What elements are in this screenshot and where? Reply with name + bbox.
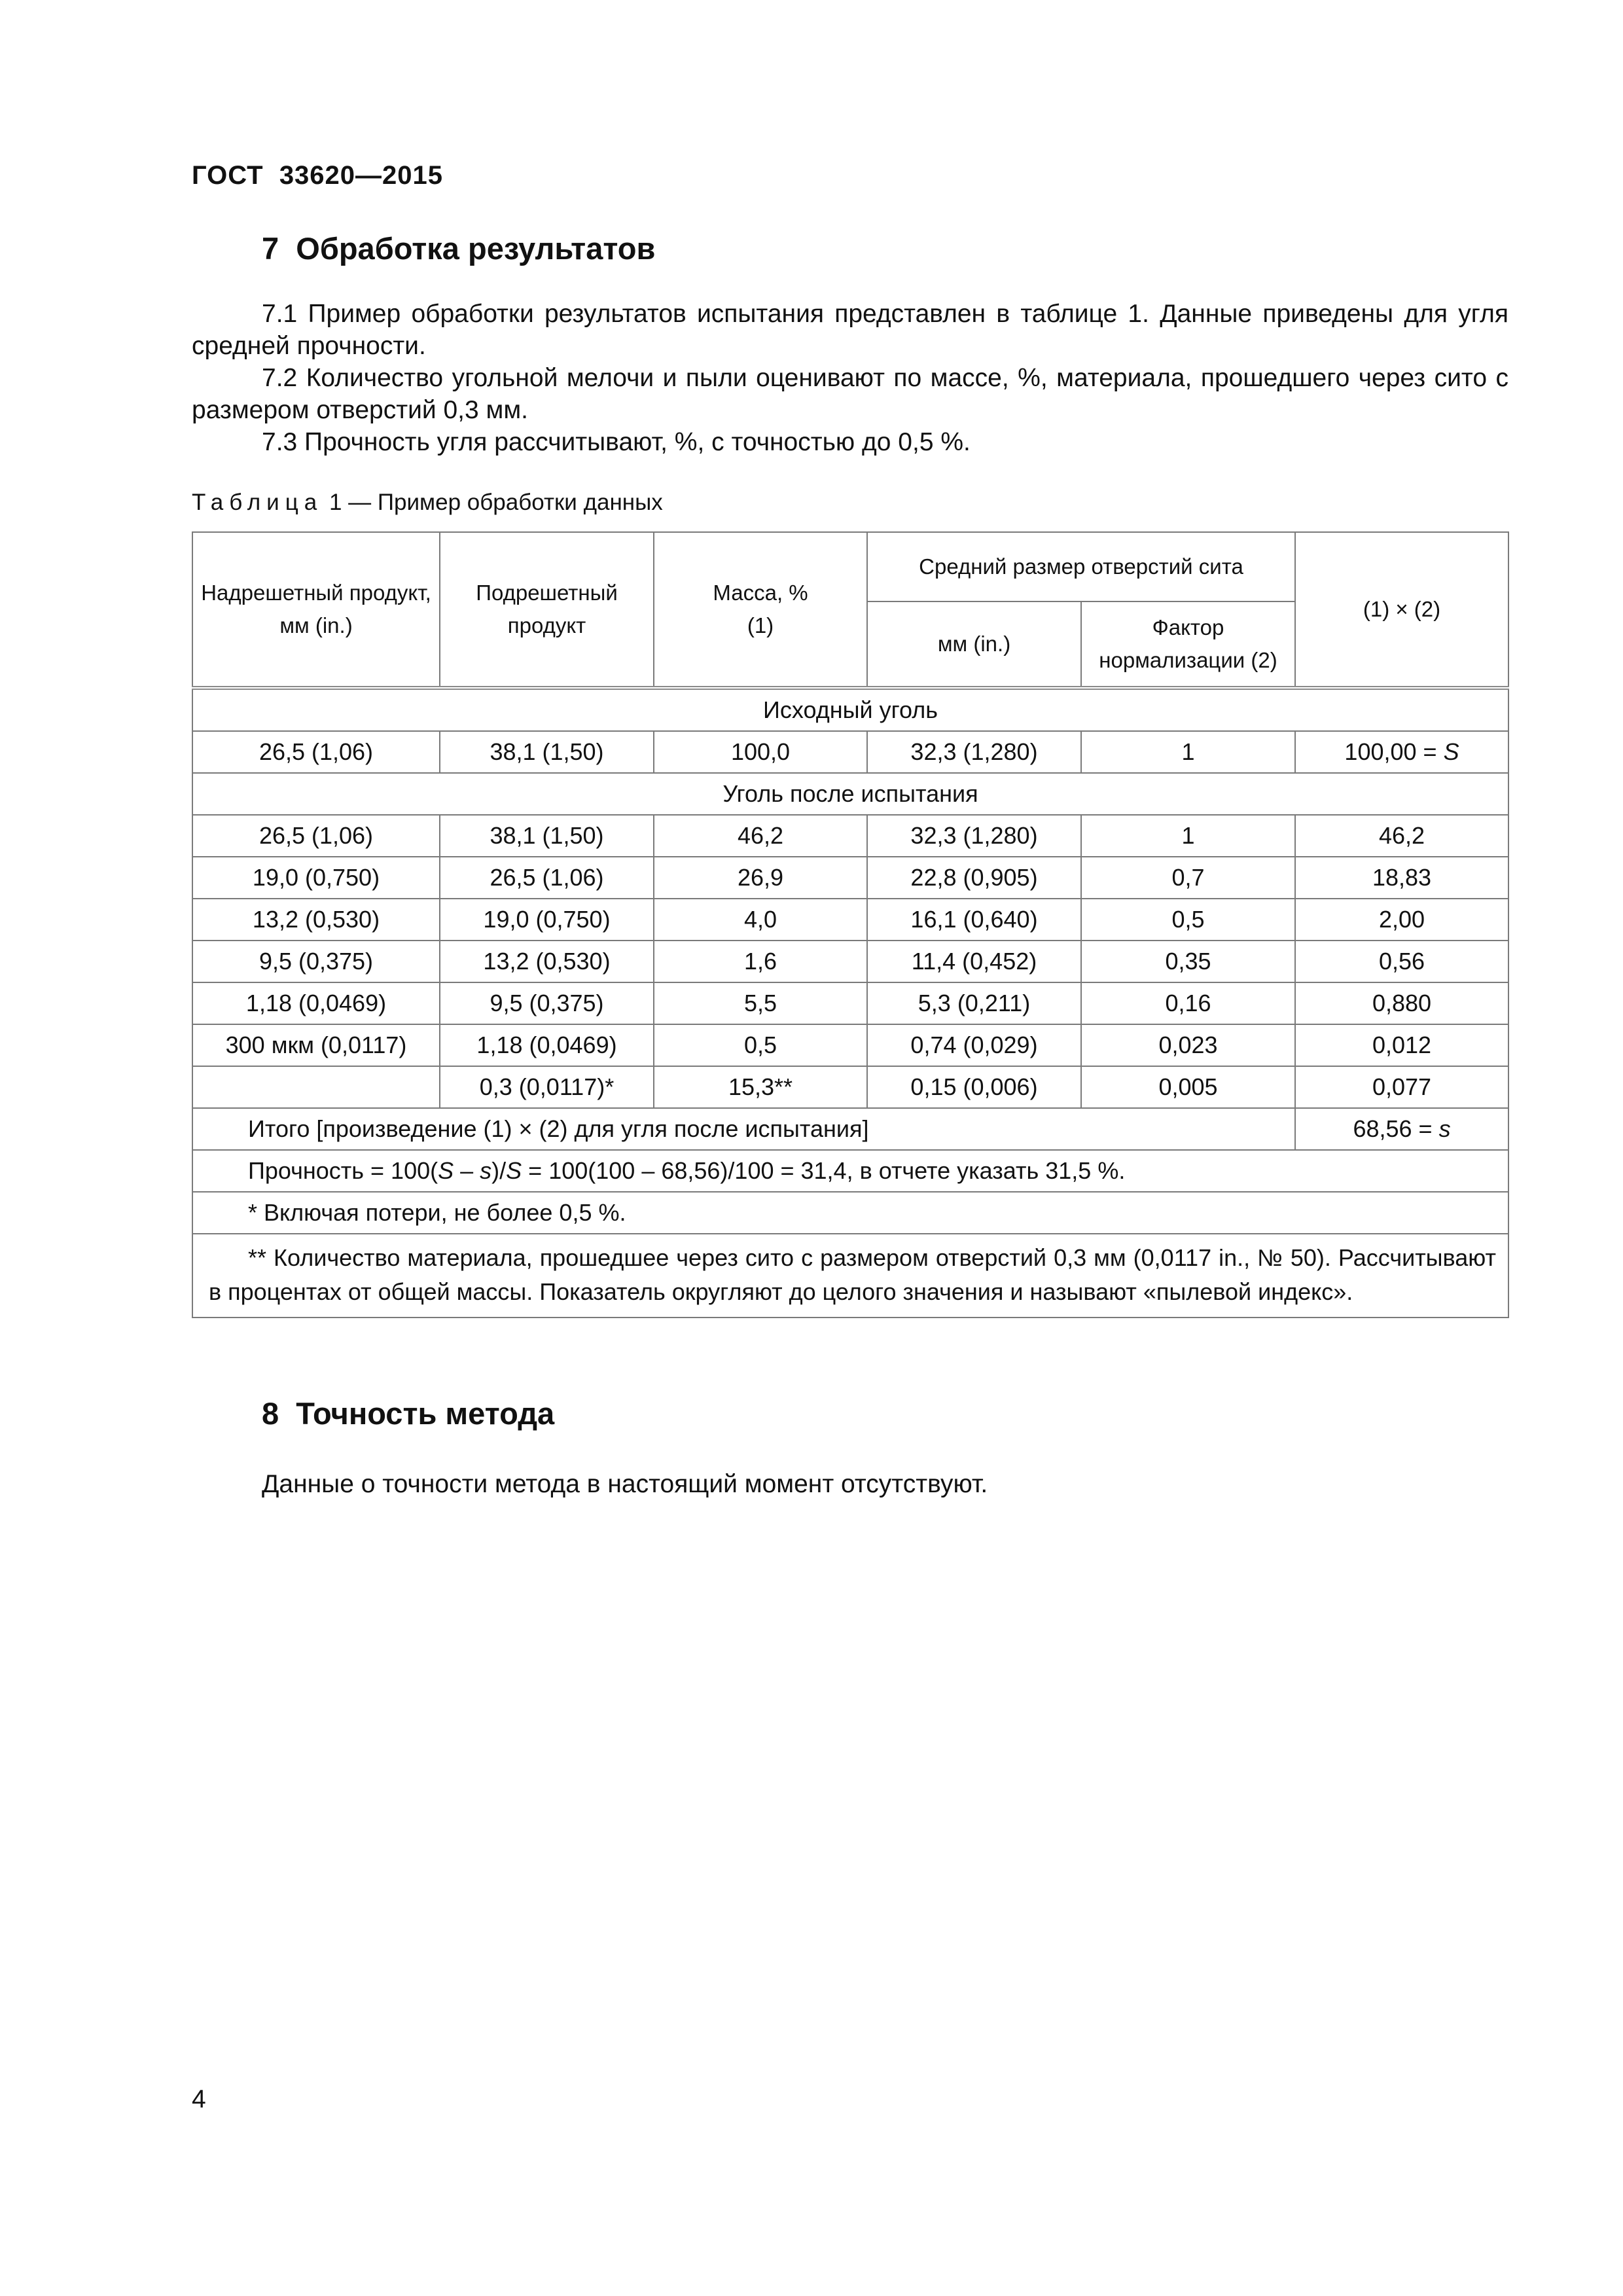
formula-part: = 100(100 – 68,56)/100 = 31,4, в отчете указать 31,5 %. xyxy=(522,1157,1126,1184)
table-cell: 9,5 (0,375) xyxy=(192,941,440,982)
symbol-s: s xyxy=(1438,1115,1451,1142)
table-cell: 1,6 xyxy=(654,941,867,982)
table-row xyxy=(192,899,1508,941)
table-row-strength xyxy=(192,1150,1508,1192)
table-cell: 0,5 xyxy=(654,1024,867,1066)
table-cell: 46,2 xyxy=(1295,815,1508,857)
table-row xyxy=(192,1066,1508,1108)
table-cell xyxy=(192,1066,440,1108)
header-mass-label: Масса, % xyxy=(713,581,808,605)
cell: 38,1 (1,50) xyxy=(440,731,654,773)
table-cell: 0,35 xyxy=(1081,941,1295,982)
paragraph-7-3: 7.3 Прочность угля рассчитывают, %, с точностью до 0,5 %. xyxy=(262,428,971,456)
table-cell: 19,0 (0,750) xyxy=(192,857,440,899)
page-number: 4 xyxy=(192,2085,206,2113)
strength-formula xyxy=(192,1150,1508,1192)
formula-symbol: S xyxy=(506,1157,522,1184)
header-under-product: Подрешетный продукт xyxy=(440,532,654,688)
table-cell: 300 мкм (0,0117) xyxy=(192,1024,440,1066)
table-cell: 0,16 xyxy=(1081,982,1295,1024)
table-cell: 0,3 (0,0117)* xyxy=(440,1066,654,1108)
formula-part: – xyxy=(454,1157,480,1184)
cell: 26,5 (1,06) xyxy=(192,731,440,773)
table-cell: 5,5 xyxy=(654,982,867,1024)
results-table xyxy=(192,531,1509,1318)
total-number: 68,56 = xyxy=(1353,1115,1439,1142)
table-cell: 26,5 (1,06) xyxy=(440,857,654,899)
table-cell: 0,077 xyxy=(1295,1066,1508,1108)
header-normalization-factor: Фактор нормализации (2) xyxy=(1081,601,1295,688)
table-cell: 22,8 (0,905) xyxy=(867,857,1081,899)
table-cell: 13,2 (0,530) xyxy=(440,941,654,982)
header-sieve-group: Средний размер отверстий сита xyxy=(867,532,1295,601)
paragraph-7-2: 7.2 Количество угольной мелочи и пыли оценивают по массе, %, материала, прошедшего через сито с размером отверстий 0,3 мм. xyxy=(192,364,1508,424)
table-cell: 38,1 (1,50) xyxy=(440,815,654,857)
header-sieve-mm: мм (in.) xyxy=(867,601,1081,688)
table-cell: 46,2 xyxy=(654,815,867,857)
table-cell: 18,83 xyxy=(1295,857,1508,899)
table-cell: 0,880 xyxy=(1295,982,1508,1024)
footnote-1: * Включая потери, не более 0,5 %. xyxy=(192,1192,1508,1234)
paragraph-7-1: 7.1 Пример обработки результатов испытания представлен в таблице 1. Данные приведены для угля средней прочности. xyxy=(192,300,1508,360)
table-cell: 5,3 (0,211) xyxy=(867,982,1081,1024)
table-row xyxy=(192,815,1508,857)
group-row-after xyxy=(192,773,1508,815)
table-cell: 1,18 (0,0469) xyxy=(192,982,440,1024)
table-cell: 32,3 (1,280) xyxy=(867,815,1081,857)
formula-symbol: s xyxy=(480,1157,492,1184)
table-cell: 9,5 (0,375) xyxy=(440,982,654,1024)
table-row-footnote-1 xyxy=(192,1192,1508,1234)
cell-initial-total xyxy=(1295,731,1508,773)
table-cell: 1,18 (0,0469) xyxy=(440,1024,654,1066)
symbol-S: S xyxy=(1443,738,1459,765)
table-cell: 0,012 xyxy=(1295,1024,1508,1066)
section-7-heading: 7 Обработка результатов xyxy=(262,231,656,266)
table-cell: 19,0 (0,750) xyxy=(440,899,654,941)
table-cell: 16,1 (0,640) xyxy=(867,899,1081,941)
footnote-2: ** Количество материала, прошедшее через сито с размером отверстий 0,3 мм (0,0117 in., № 50). Рассчитывают в процентах от общей массы. Показатель округляют до целого значения и называют «пылевой индекс». xyxy=(192,1234,1508,1318)
group-row-initial xyxy=(192,688,1508,731)
table-row xyxy=(192,982,1508,1024)
table-row xyxy=(192,1024,1508,1066)
table-cell: 0,56 xyxy=(1295,941,1508,982)
total-value xyxy=(1295,1108,1508,1150)
table-cell: 15,3** xyxy=(654,1066,867,1108)
table-cell: 11,4 (0,452) xyxy=(867,941,1081,982)
header-mass-ref: (1) xyxy=(747,613,774,637)
cell: 32,3 (1,280) xyxy=(867,731,1081,773)
table-cell: 0,15 (0,006) xyxy=(867,1066,1081,1108)
table-cell: 13,2 (0,530) xyxy=(192,899,440,941)
table-row-total xyxy=(192,1108,1508,1150)
formula-part: Прочность = 100( xyxy=(248,1157,438,1184)
table-cell: 4,0 xyxy=(654,899,867,941)
header-over-product: Надрешетный продукт, мм (in.) xyxy=(192,532,440,688)
table-header-row xyxy=(192,532,1508,601)
table-caption-title: 1 — Пример обработки данных xyxy=(323,490,663,515)
total-label: Итого [произведение (1) × (2) для угля после испытания] xyxy=(192,1108,1295,1150)
header-mass xyxy=(654,532,867,688)
table-row-initial xyxy=(192,731,1508,773)
formula-symbol: S xyxy=(438,1157,454,1184)
table-cell: 26,5 (1,06) xyxy=(192,815,440,857)
table-cell: 0,7 xyxy=(1081,857,1295,899)
table-cell: 2,00 xyxy=(1295,899,1508,941)
formula-part: )/ xyxy=(491,1157,507,1184)
table-caption xyxy=(192,490,663,516)
cell: 1 xyxy=(1081,731,1295,773)
table-cell: 0,74 (0,029) xyxy=(867,1024,1081,1066)
cell-value: 100,00 = xyxy=(1344,738,1444,765)
group-label-initial: Исходный уголь xyxy=(192,688,1508,731)
table-cell: 26,9 xyxy=(654,857,867,899)
table-cell: 0,005 xyxy=(1081,1066,1295,1108)
table-caption-word: Таблица xyxy=(192,490,323,515)
table-cell: 0,023 xyxy=(1081,1024,1295,1066)
section-8-heading: 8 Точность метода xyxy=(262,1396,555,1431)
table-cell: 0,5 xyxy=(1081,899,1295,941)
cell: 100,0 xyxy=(654,731,867,773)
table-row xyxy=(192,941,1508,982)
table-row-footnote-2 xyxy=(192,1234,1508,1318)
table-row xyxy=(192,857,1508,899)
table-cell: 1 xyxy=(1081,815,1295,857)
paragraph-8: Данные о точности метода в настоящий момент отсутствуют. xyxy=(262,1470,988,1498)
group-label-after: Уголь после испытания xyxy=(192,773,1508,815)
header-product: (1) × (2) xyxy=(1295,532,1508,688)
document-code: ГОСТ 33620—2015 xyxy=(192,161,444,190)
